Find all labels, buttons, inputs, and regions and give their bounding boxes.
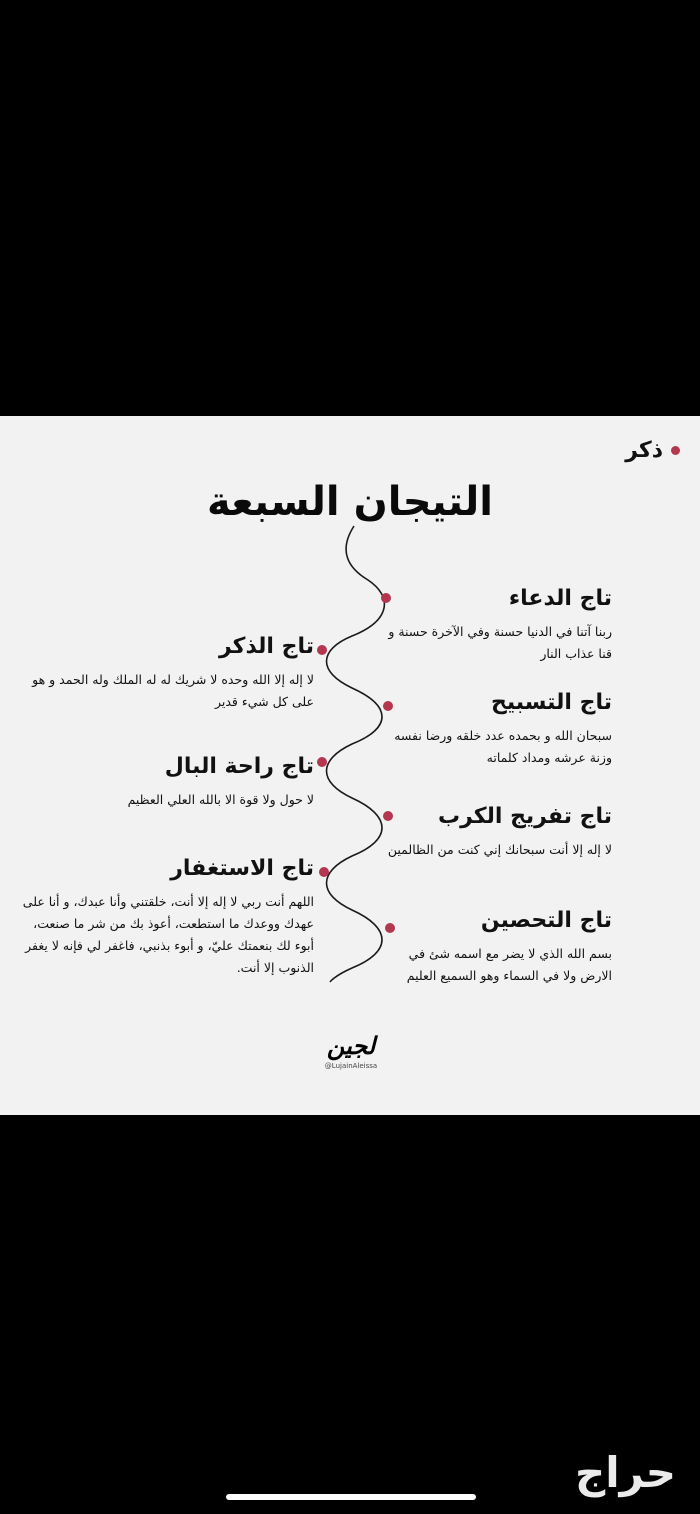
crown-item-protection [386, 908, 612, 987]
author-signature [320, 1031, 382, 1070]
crown-item-relief [386, 804, 612, 861]
timeline-dot [319, 867, 329, 877]
crown-title: تاج الذكر [218, 634, 314, 659]
crown-title: تاج تفريج الكرب [438, 804, 612, 829]
crown-item-peace [14, 754, 314, 811]
home-indicator[interactable] [226, 1494, 476, 1500]
crown-text: سبحان الله و بحمده عدد خلقه ورضا نفسه وزنة عرشه ومداد كلماته [394, 728, 612, 765]
crown-item-tasbih [386, 690, 612, 769]
crown-title: تاج الاستغفار [170, 856, 314, 881]
crown-item-istighfar [14, 856, 314, 979]
crown-title: تاج التسبيح [490, 690, 612, 715]
timeline-dot [317, 757, 327, 767]
crown-title: تاج الدعاء [508, 586, 612, 611]
crown-title: تاج التحصين [480, 908, 612, 933]
timeline-line [327, 526, 385, 982]
crown-item-dhikr [14, 634, 314, 713]
crown-item-dua [386, 586, 612, 665]
crown-text: بسم الله الذي لا يضر مع اسمه شئ في الارض ولا في السماء وهو السميع العليم [406, 946, 612, 983]
category-label: ذكر [625, 438, 663, 463]
crown-text: لا إله إلا أنت سبحانك إني كنت من الظالمين [387, 842, 612, 857]
timeline-dot [317, 645, 327, 655]
signature-logo: لجين [326, 1031, 376, 1060]
page-title: التيجان السبعة [207, 479, 493, 525]
crown-text: لا إله إلا الله وحده لا شريك له له الملك وله الحمد و هو على كل شيء قدير [32, 672, 314, 709]
crown-title: تاج راحة البال [164, 754, 314, 779]
author-handle: @LujainAleissa [324, 1062, 378, 1070]
watermark-logo: حراج [574, 1448, 676, 1497]
crown-text: لا حول ولا قوة الا بالله العلي العظيم [127, 792, 314, 807]
infographic-card [0, 416, 700, 1115]
crown-text: اللهم أنت ربي لا إله إلا أنت، خلقتني وأنا عبدك، و أنا على عهدك ووعدك ما استطعت، أعوذ بك من شر ما صنعت، أبوء لك بنعمتك عليّ، و أبوء بذنبي، فاغفر لي فإنه لا يغفر الذنوب إلا أنت. [22, 894, 314, 975]
crown-text: ربنا آتنا في الدنيا حسنة وفي الآخرة حسنة و قنا عذاب النار [388, 624, 612, 661]
